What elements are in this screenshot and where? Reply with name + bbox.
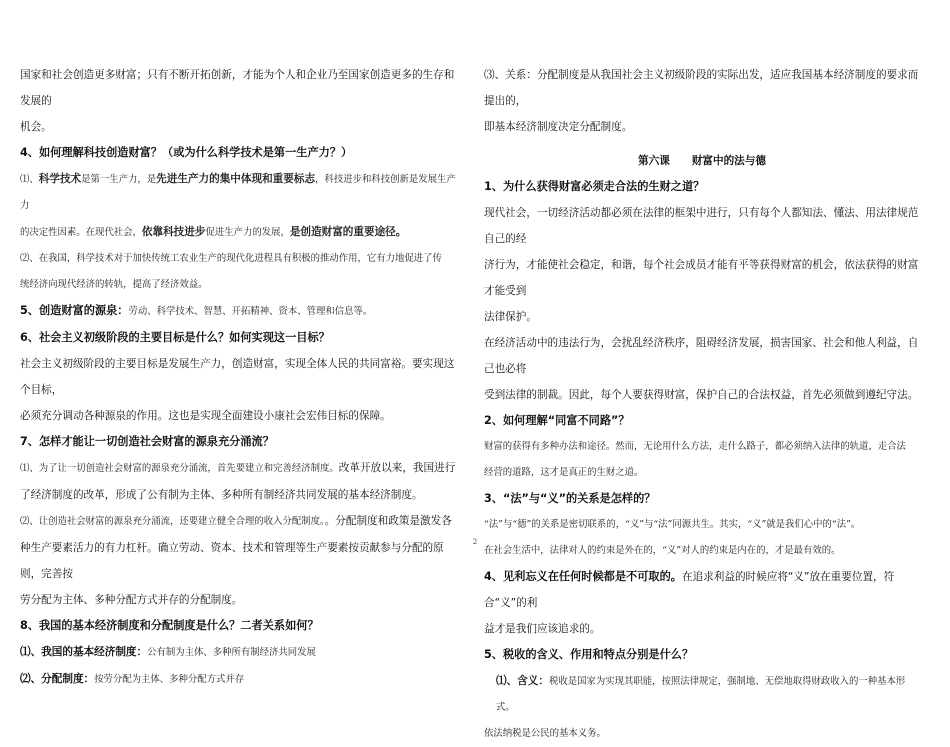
label: ⑴、含义：	[496, 675, 549, 687]
right-question-1-title: 1、为什么获得财富必须走合法的生财之道？	[484, 180, 705, 193]
text-line: 受到法律的制裁。因此，每个人要获得财富，保护自己的合法权益，首先必须做到遵纪守法。	[484, 389, 919, 401]
text: 公有制为主体、多种所有制经济共同发展	[147, 647, 316, 658]
item-number: ⑴、	[20, 174, 39, 185]
question-5	[20, 298, 456, 325]
text-line: ⑵、在我国，科学技术对于加快传统工农业生产的现代化进程具有积极的推动作用，它有力地促进了传	[20, 253, 442, 264]
right-question-5-point-1-cont: 依法纳税是公民的基本义务。	[484, 728, 606, 739]
text: 在追求利益的时候应将“义”放在重要位置，符合“义”的利	[484, 571, 895, 609]
question-8-title: 8、我国的基本经济制度和分配制度是什么？二者关系如何？	[20, 619, 319, 632]
text-line: 种生产要素活力的有力杠杆。确立劳动、资本、技术和管理等生产要素按贡献参与分配的原则，完善按	[20, 542, 444, 580]
question-8-point-2	[20, 666, 456, 693]
right-column	[484, 62, 920, 747]
text-line: ⑶、关系：分配制度是从我国社会主义初级阶段的实际出发，适应我国基本经济制度的要求而提出的，	[484, 69, 919, 107]
text: 。分配制度和政策是激发各	[324, 515, 452, 527]
text: 的决定性因素。在现代社会，	[20, 227, 142, 238]
question-7-point-1	[20, 455, 456, 508]
page-number: 2	[472, 538, 478, 546]
text: 益才是我们应该追求的。	[484, 623, 601, 635]
right-question-4-title: 4、见利忘义在任何时候都是不可取的。	[484, 570, 682, 583]
right-question-5-title: 5、税收的含义、作用和特点分别是什么？	[484, 648, 694, 661]
text-line: 现代社会，一切经济活动都必须在法律的框架中进行，只有每个人都知法、懂法、用法律规范自己的经	[484, 207, 919, 245]
text: 了经济制度的改革，形成了公有制为主体、多种所有制经济共同发展的基本经济制度。	[20, 489, 423, 501]
text-line: “法”与“德”的关系是密切联系的，“义”与“法”同源共生。其实，“义”就是我们心中的“法”。	[484, 519, 861, 530]
text: ⑴、为了让一切创造社会财富的源泉充分涌流，首先要建立和完善经济制度。	[20, 463, 339, 474]
lesson-number: 第六课	[638, 155, 670, 167]
text-line: 在社会生活中，法律对人的约束是外在的，“义”对人的约束是内在的，才是最有效的。	[484, 545, 841, 556]
keyword: 科学技术	[38, 173, 82, 185]
relation-paragraph	[484, 62, 920, 140]
keyword: 先进生产力的集中体现和重要标志	[156, 173, 316, 185]
text-line: 济行为，才能使社会稳定，和谐，每个社会成员才能有平等获得财富的机会，依法获得的财富才能受到	[484, 259, 919, 297]
paragraph-intro	[20, 62, 456, 140]
right-question-4	[484, 564, 920, 642]
text: 促进生产力的发展，	[205, 227, 290, 238]
text-line: 社会主义初级阶段的主要目标是发展生产力，创造财富，实现全体人民的共同富裕。要实现这个目标，	[20, 358, 455, 396]
question-4-point-1	[20, 166, 456, 246]
right-question-2-answer	[484, 434, 920, 486]
text: ，科技进步和科技创新是发展生产力	[20, 174, 456, 211]
question-6-title: 6、社会主义初级阶段的主要目标是什么？如何实现这一目标？	[20, 331, 330, 344]
keyword: 是创造财富的重要途径。	[289, 226, 407, 238]
label: ⑴、我国的基本经济制度：	[20, 646, 148, 658]
text-line: 即基本经济制度决定分配制度。	[484, 121, 633, 133]
text: 是第一生产力，是	[81, 174, 157, 185]
text-line: 法律保护。	[484, 311, 537, 323]
right-question-3-title: 3、“法”与“义”的关系是怎样的？	[484, 492, 656, 505]
question-5-text: 劳动、科学技术、智慧、开拓精神、资本、管理和信息等。	[128, 306, 373, 317]
label: ⑵、分配制度：	[20, 673, 95, 685]
text-line: 机会。	[20, 121, 52, 133]
text-line: 必须充分调动各种源泉的作用。这也是实现全面建设小康社会宏伟目标的保障。	[20, 410, 391, 422]
question-6-answer	[20, 351, 456, 429]
text-line: 统经济向现代经济的转轨，提高了经济效益。	[20, 279, 208, 290]
lesson-title: 财富中的法与德	[691, 155, 766, 167]
question-5-title: 5、创造财富的源泉	[20, 304, 118, 317]
question-8-point-1	[20, 639, 456, 666]
right-question-1-answer	[484, 200, 920, 408]
text: 按劳分配为主体、多种分配方式并存	[94, 674, 245, 685]
question-7-point-2	[20, 508, 456, 613]
lesson-heading	[484, 148, 920, 174]
keyword: 依靠科技进步	[141, 226, 206, 238]
left-column	[20, 62, 456, 693]
question-4-point-2	[20, 246, 456, 298]
text-line: 财富的获得有多种办法和途径。然而，无论用什么方法，走什么路子，都必须纳入法律的轨道，走合法	[484, 441, 906, 452]
colon: ：	[117, 304, 129, 317]
text: 改革开放以来，我国进行	[338, 462, 456, 474]
question-4-title: 4、如何理解科技创造财富？（或为什么科学技术是第一生产力？）	[20, 146, 353, 159]
right-question-2-title: 2、如何理解“同富不同路”？	[484, 414, 630, 427]
text-line: 劳分配为主体、多种分配方式并存的分配制度。	[20, 594, 243, 606]
text: ⑵、让创造社会财富的源泉充分涌流，还要建立健全合理的收入分配制度。	[20, 516, 325, 527]
text-line: 经营的道路，这才是真正的生财之道。	[484, 467, 644, 478]
text: 税收是国家为实现其职能，按照法律规定，强制地、无偿地取得财政收入的一种基本形式。	[496, 676, 906, 713]
text-line: 国家和社会创造更多财富；只有不断开拓创新，才能为个人和企业乃至国家创造更多的生存和发展的	[20, 69, 455, 107]
right-question-5-point-1	[484, 668, 920, 721]
text-line: 在经济活动中的违法行为，会扰乱经济秩序，阻碍经济发展，损害国家、社会和他人利益，自己也必将	[484, 337, 919, 375]
question-7-title: 7、怎样才能让一切创造社会财富的源泉充分涌流？	[20, 435, 274, 448]
